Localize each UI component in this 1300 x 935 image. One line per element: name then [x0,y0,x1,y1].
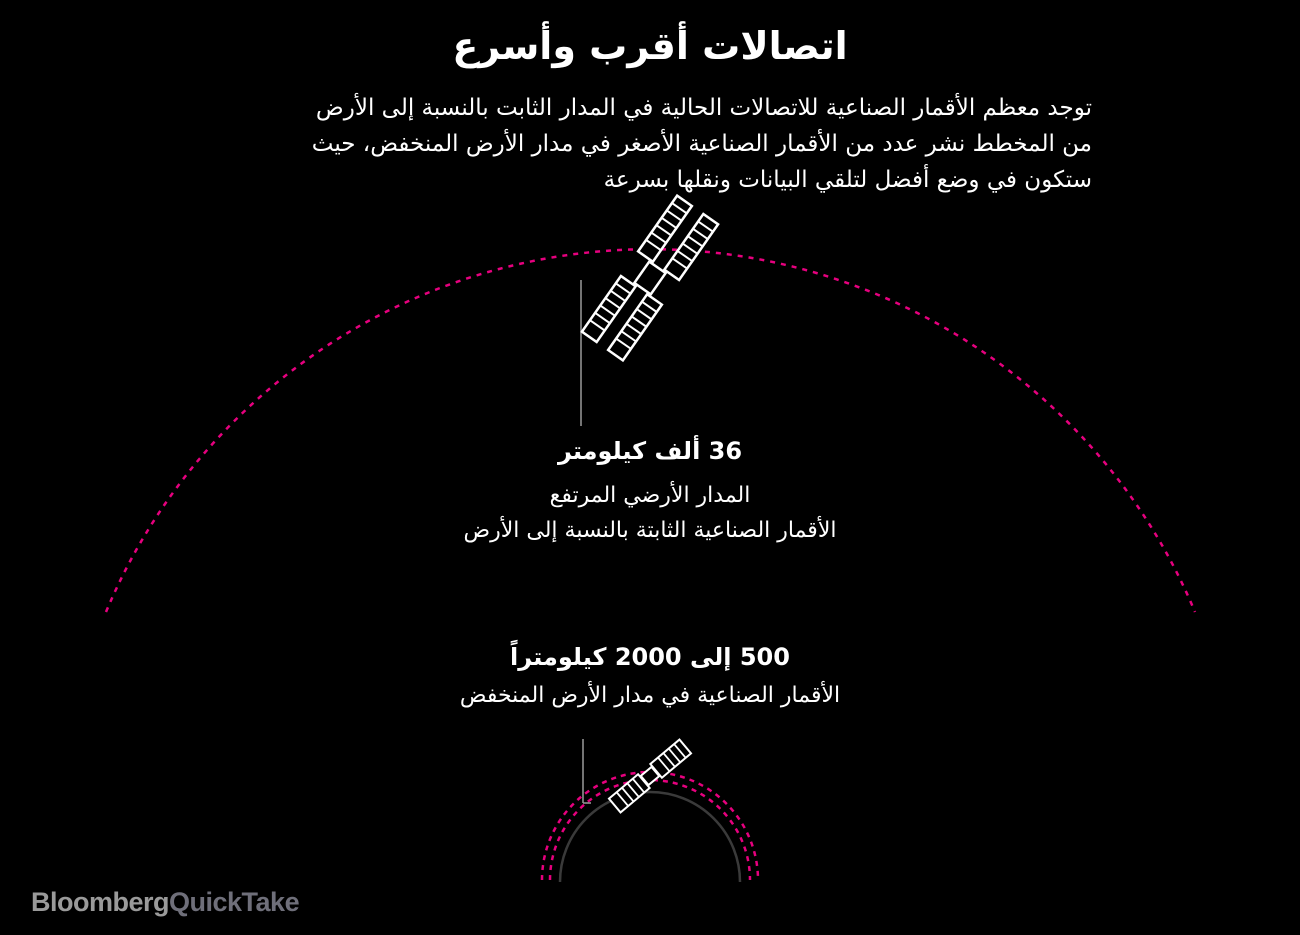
brand-part-bloomberg: Bloomberg [31,887,170,917]
intro-line: توجد معظم الأقمار الصناعية للاتصالات الحالية في المدار الثابت بالنسبة إلى الأرض [315,95,1092,121]
brand-part-quicktake: QuickTake [169,887,300,917]
intro-line: ستكون في وضع أفضل لتلقي البيانات ونقلها بسرعة [603,167,1092,193]
leo-orbit-inner [550,780,750,880]
geo-description [0,478,1300,548]
page-title: اتصالات أقرب وأسرع [452,24,848,68]
earth-outline [560,792,740,882]
geo-satellite-type: الأقمار الصناعية الثابتة بالنسبة إلى الأرض [463,518,837,543]
brand-logo [31,887,299,918]
leo-distance: 500 إلى 2000 كيلومتراً [510,643,790,671]
leo-satellite-type: الأقمار الصناعية في مدار الأرض المنخفض [459,683,841,708]
geo-distance: 36 ألف كيلومتر [557,437,743,465]
satellite-icon [582,196,718,361]
geo-orbit-name: المدار الأرضي المرتفع [549,483,751,508]
intro-line: من المخطط نشر عدد من الأقمار الصناعية الأصغر في مدار الأرض المنخفض، حيث [311,131,1092,157]
